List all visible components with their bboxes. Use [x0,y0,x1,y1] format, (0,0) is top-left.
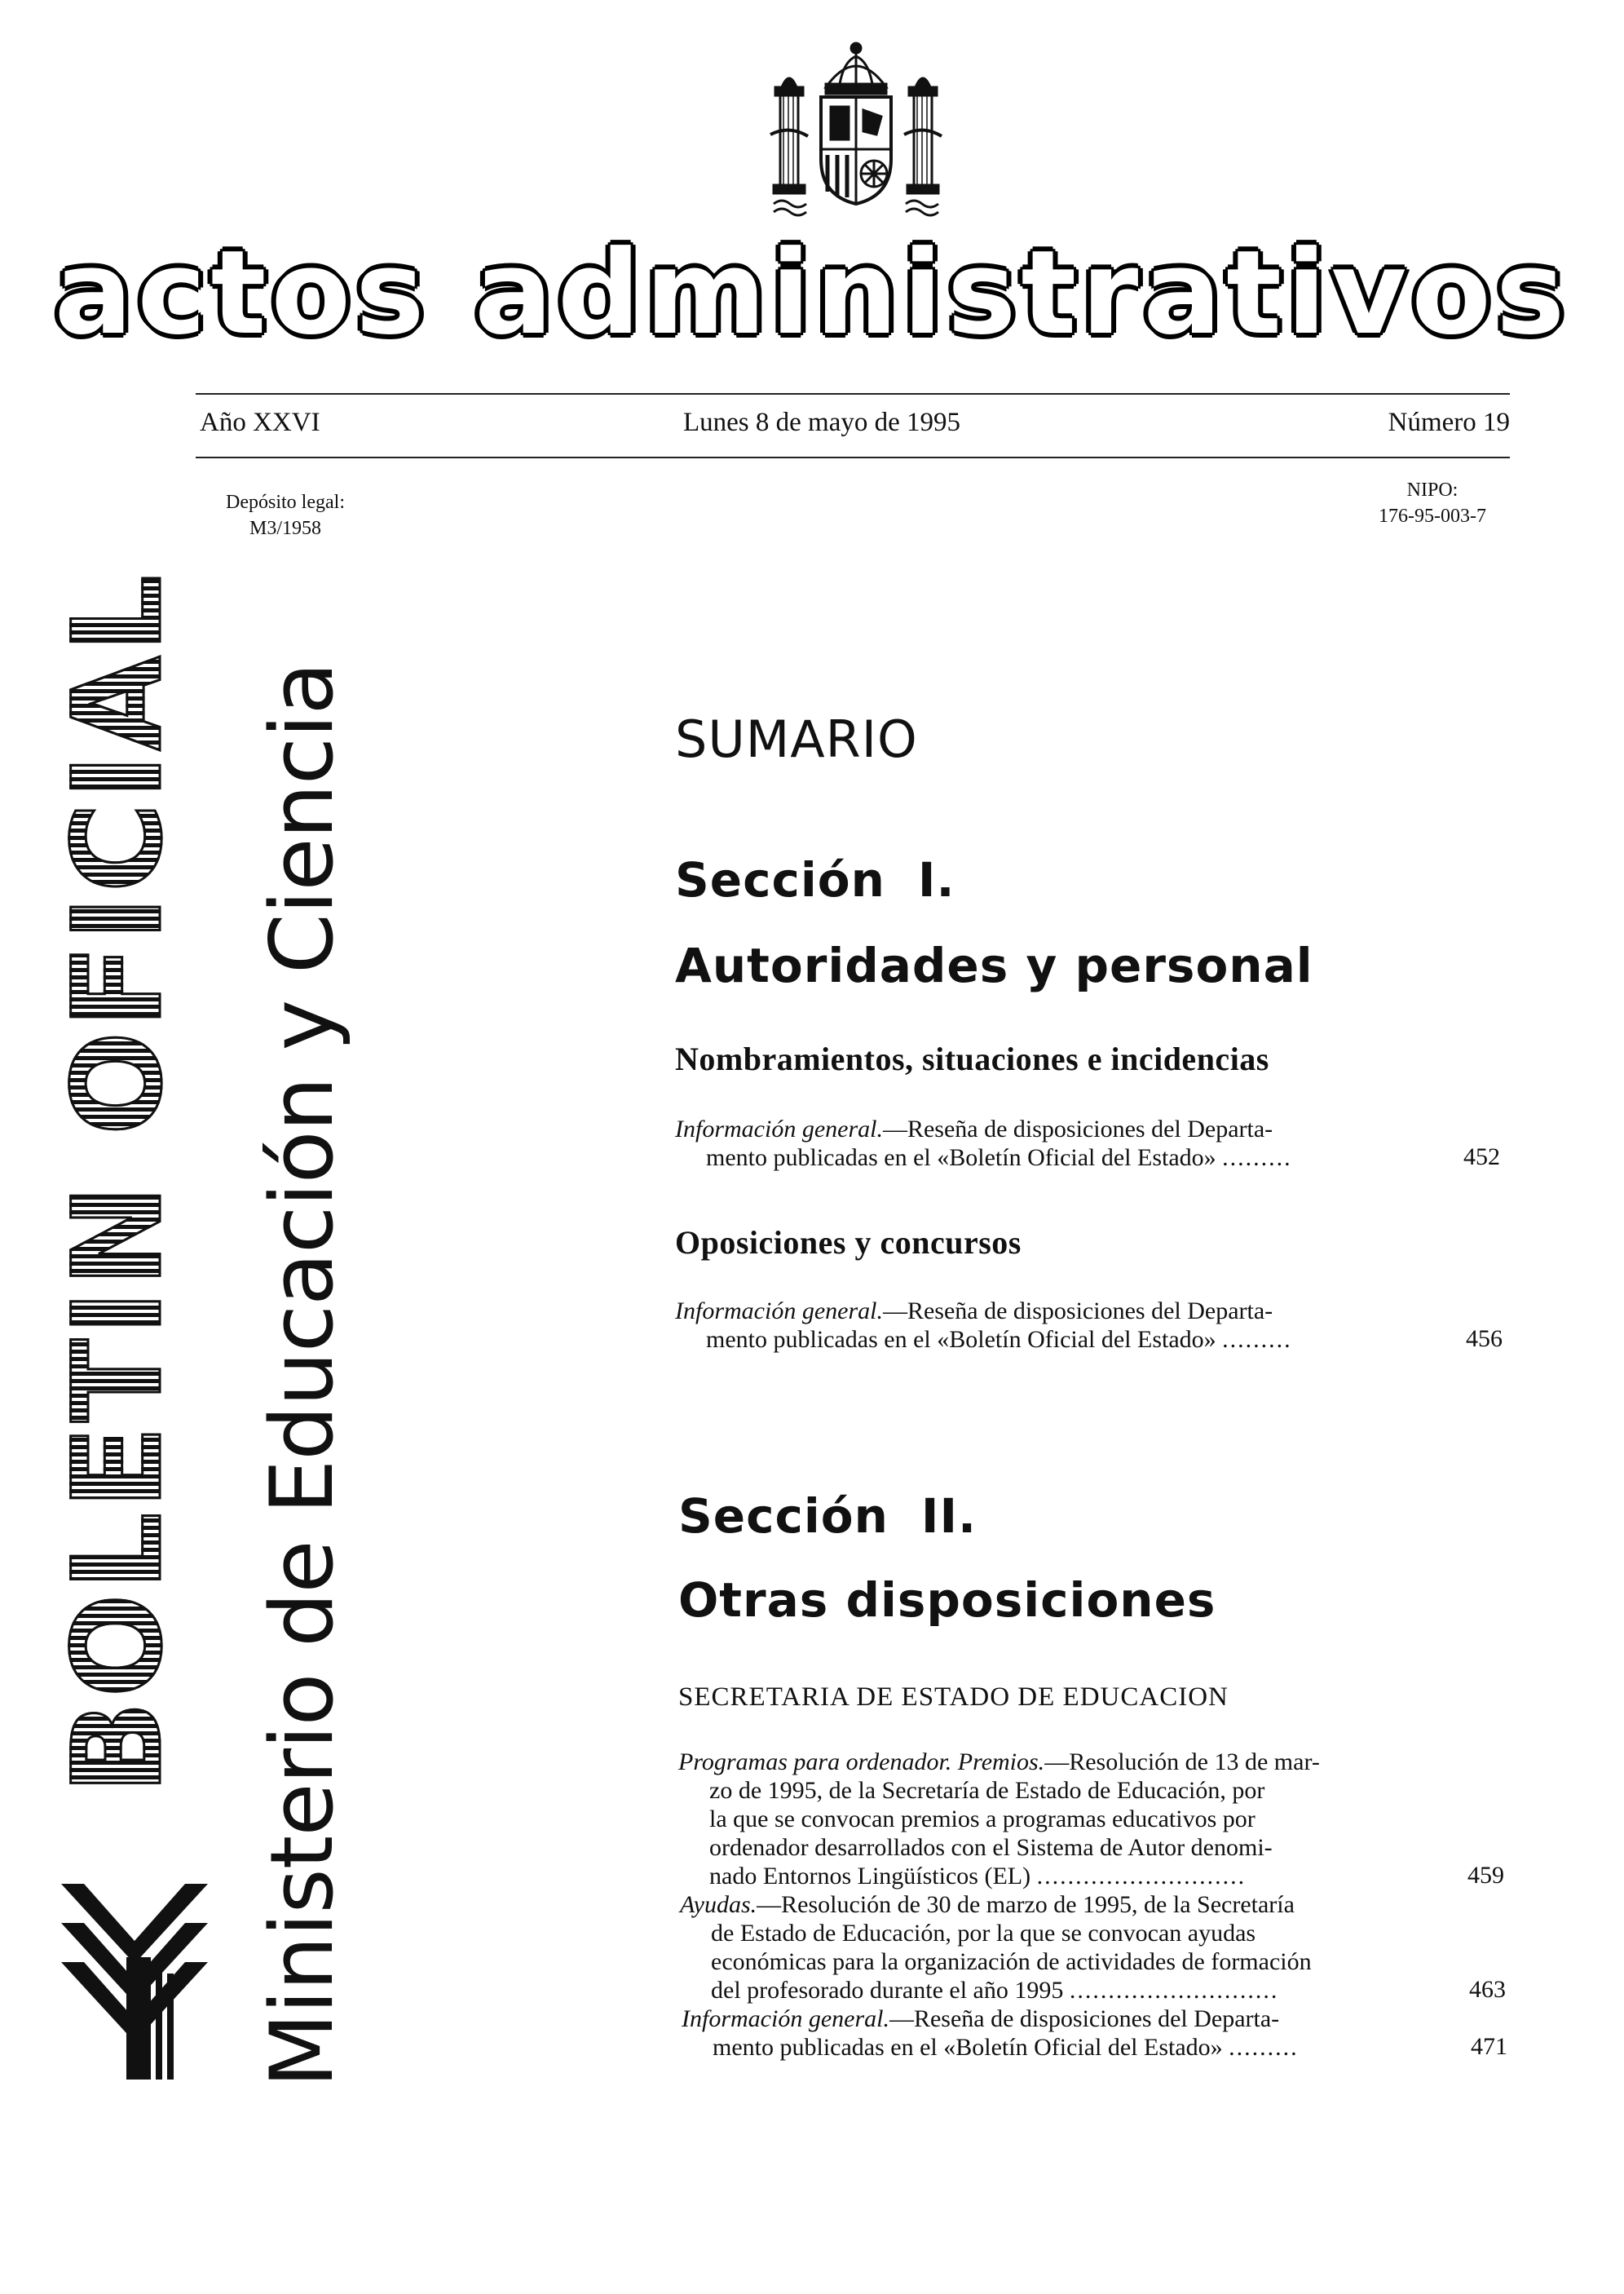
summary-entry [675,1115,1425,1172]
entry-text: nado Entornos Lingüísticos (EL) [709,1863,1031,1890]
entry-dots: ........................... [1069,1977,1279,2004]
section-2-title [678,1488,977,1544]
entry-lead: Información general. [682,2005,889,2032]
entry-text: ordenador desarrollados con el Sistema de Autor denomi- [709,1834,1273,1861]
page-number: 463 [1469,1976,1506,2003]
subsection-heading: Nombramientos, situaciones e incidencias [675,1041,1269,1077]
nipo-label: NIPO: [1406,480,1459,501]
coat-of-arms-icon [762,37,950,220]
masthead-title: actos administrativos [54,226,1570,360]
summary-entry [678,1748,1428,1890]
page-number: 459 [1467,1862,1504,1889]
section-2-label: Sección [678,1488,889,1544]
issue-number: Número 19 [1388,408,1510,437]
entry-lead: Información general. [675,1297,883,1324]
masthead [0,224,1624,363]
header-rule-bottom [196,457,1510,458]
entry-text: de Estado de Educación, por la que se convocan ayudas [711,1920,1256,1947]
entry-text: mento publicadas en el «Boletín Oficial del Estado» [706,1144,1216,1171]
nipo [1355,477,1510,529]
entry-text: del profesorado durante el año 1995 [711,1977,1064,2004]
section-2-numeral: II. [920,1488,977,1544]
entry-text: —Reseña de disposiciones del Departa- [882,1116,1273,1143]
entry-text: —Reseña de disposiciones del Departa- [889,2005,1280,2032]
summary-entry [675,1297,1425,1354]
entry-lead: Programas para ordenador. Premios. [678,1748,1045,1775]
entry-dots: ......... [1222,1326,1292,1353]
issue-date: Lunes 8 de mayo de 1995 [683,408,961,437]
section-1-label: Sección [675,852,885,908]
entry-text: zo de 1995, de la Secretaría de Estado de Educación, por [709,1777,1265,1804]
section-2-name: Otras disposiciones [678,1572,1216,1628]
entry-lead: Información general. [675,1116,883,1143]
summary-entry [680,1890,1430,2004]
section-1-title [675,852,955,908]
page-number: 452 [1463,1143,1500,1170]
entry-dots: ......... [1229,2034,1299,2061]
summary-title: SUMARIO [675,709,918,769]
entry-dots: ........................... [1036,1863,1247,1890]
legal-deposit [200,489,371,541]
entry-text: —Reseña de disposiciones del Departa- [882,1297,1273,1324]
entry-text: la que se convocan premios a programas educativos por [709,1806,1256,1832]
entry-text: —Resolución de 30 de marzo de 1995, de la Secretaría [757,1891,1295,1918]
nipo-value: 176-95-003-7 [1379,506,1486,527]
section-1-numeral: I. [917,852,955,908]
entry-lead: Ayudas. [680,1891,757,1918]
section-1-name: Autoridades y personal [675,938,1313,993]
header-rule-top [196,393,1510,395]
page-number: 456 [1466,1325,1503,1352]
issue-year: Año XXVI [200,408,320,437]
ministry-logo-icon [45,1859,224,2088]
entry-dots: ......... [1222,1144,1292,1171]
entry-text: económicas para la organización de actividades de formación [711,1948,1312,1975]
boletin-oficial-title: BOLETIN OFICIAL [47,571,189,1794]
office-heading: SECRETARIA DE ESTADO DE EDUCACION [678,1682,1229,1712]
entry-text: —Resolución de 13 de mar- [1044,1748,1320,1775]
subsection-heading: Oposiciones y concursos [675,1224,1022,1261]
entry-text: mento publicadas en el «Boletín Oficial del Estado» [713,2034,1223,2061]
page-number: 471 [1471,2033,1507,2060]
summary-entry [682,2004,1432,2062]
ministry-name: Ministerio de Educación y Ciencia [252,662,352,2088]
legal-deposit-label: Depósito legal: [226,492,345,513]
entry-text: mento publicadas en el «Boletín Oficial del Estado» [706,1326,1216,1353]
legal-deposit-value: M3/1958 [249,518,321,539]
